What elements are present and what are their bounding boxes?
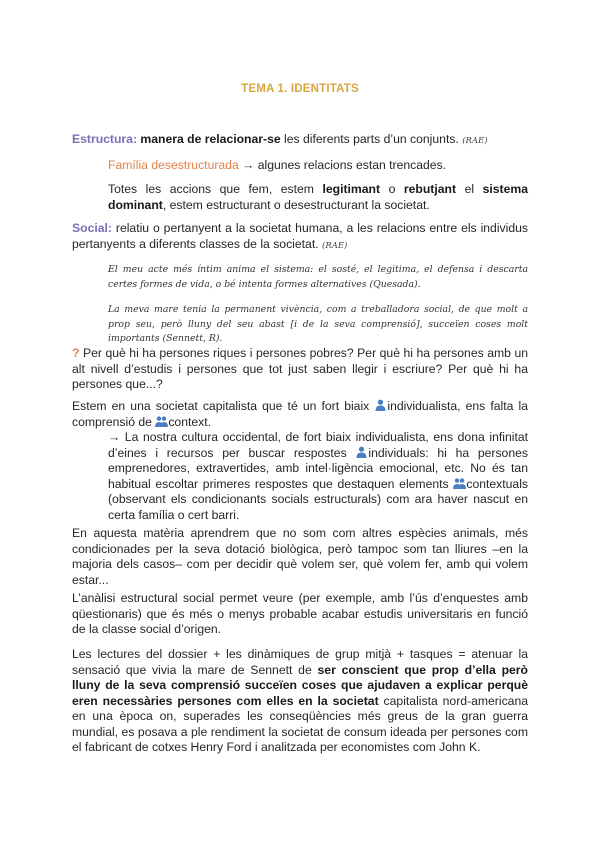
- bold-rebutjant: rebutjant: [403, 182, 457, 196]
- bold-legitimant: legitimant: [322, 182, 381, 196]
- definition-bold: manera de relacionar-se: [140, 132, 281, 146]
- definition-estructura: [72, 132, 532, 150]
- paragraph-estem: [72, 399, 528, 430]
- page-title: TEMA 1. IDENTITATS: [241, 83, 359, 95]
- paragraph-lectures: [72, 647, 528, 756]
- source-rae: (RAE): [322, 240, 348, 251]
- question-text: Per què hi ha persones riques i persones pobres? Per què hi ha persones amb un alt nivell d’estudis i persones que tot just saben llegir i escriure? Per què hi ha persones que...?: [72, 346, 528, 391]
- paragraph-analisi: L’anàlisi estructural social permet veure (per exemple, amb l’ús d’enquestes amb qüestionaris) que és més o menys probable acabar estudis universitaris en funció de la classe social d’origen.: [72, 591, 528, 636]
- question-paragraph: [72, 346, 528, 393]
- text-segment: Totes les accions que fem, estem: [108, 182, 323, 196]
- text-segment: → La nostra cultura occidental, de fort biaix individualista, ens dona infinitat d’eines i recursos per buscar respostes: [108, 430, 528, 460]
- person-icon: [355, 446, 368, 458]
- term-estructura: Estructura:: [72, 132, 138, 146]
- bold-sistema-dominant: sistema dominant: [108, 182, 528, 212]
- text-segment: Les lectures del dossier + les dinàmiques de grup mitjà + tasques = atenuar la sensació que vivia la mare de Sennett de: [72, 647, 528, 677]
- term-familia: Família desestructurada: [108, 158, 239, 172]
- text-segment: o: [380, 182, 404, 196]
- definition-social: [72, 221, 528, 254]
- source-rae: (RAE): [462, 136, 488, 146]
- text-segment: contextuals (observant els condicionants socials estructurals) com ara haver nascut en certa família o cert barri.: [108, 476, 528, 522]
- text-segment: Estem en una societat capitalista que té un fort biaix: [72, 399, 375, 413]
- text-segment: , estem estructurant o desestructurant la societat.: [162, 197, 430, 212]
- quote-quesada: El meu acte més íntim anima el sistema: el sosté, el legitima, el defensa i descarta certes formes de vida, o bé intenta formes alternatives (Quesada).: [108, 264, 528, 290]
- text-segment: individuals: hi ha persones emprenedores, extravertides, amb intel·ligència emocional, etc. No és tan habitual escoltar primeres respostes que destaquen elements: [108, 445, 528, 491]
- person-icon: [374, 399, 387, 411]
- group-icon: [155, 415, 168, 427]
- paragraph-cultura: [108, 430, 528, 523]
- group-icon: [453, 477, 466, 489]
- example-familia: [108, 158, 528, 174]
- text-segment: capitalista nord-americana en una època on, superades les conseqüències més greus de la gran guerra mundial, es posava a ple rendiment la societat de consum ideada per persones com el fabricant de cotxes Henry Ford i analitzada per economistes com John K.: [72, 693, 529, 754]
- quote-sennett: La meva mare tenia la permanent vivència, com a treballadora social, de que molt a prop seu, però lluny del seu abast [i de la seva comprensió], succeïen coses molt importants (Sennett, R).: [108, 304, 528, 344]
- definition-text: relatiu o pertanyent a la societat humana, a les relacions entre els individus pertanyents a diferents classes de la societat.: [72, 221, 528, 251]
- text-segment: individualista, ens falta la comprensió de: [72, 399, 528, 429]
- paragraph-materia: En aquesta matèria aprendrem que no som com altres espècies animals, més condicionades per la seva dotació biològica, però tampoc som tan lliures –en la majoria dels casos– com per decidir què volem ser, què volem fer, amb qui volem estar...: [72, 526, 528, 587]
- question-mark-icon: ?: [72, 346, 80, 360]
- familia-text: → algunes relacions estan trencades.: [238, 158, 447, 172]
- text-segment: el: [456, 182, 483, 196]
- paragraph-totes: [108, 182, 528, 213]
- definition-text: les diferents parts d’un conjunts.: [280, 132, 459, 146]
- text-segment: context.: [168, 414, 212, 429]
- term-social: Social:: [72, 221, 112, 235]
- bold-conscient: ser conscient que prop d’ella però lluny de la seva comprensió succeïen coses que ajudaven a explicar perquè eren necessàries persones com elles en la societat: [72, 662, 528, 708]
